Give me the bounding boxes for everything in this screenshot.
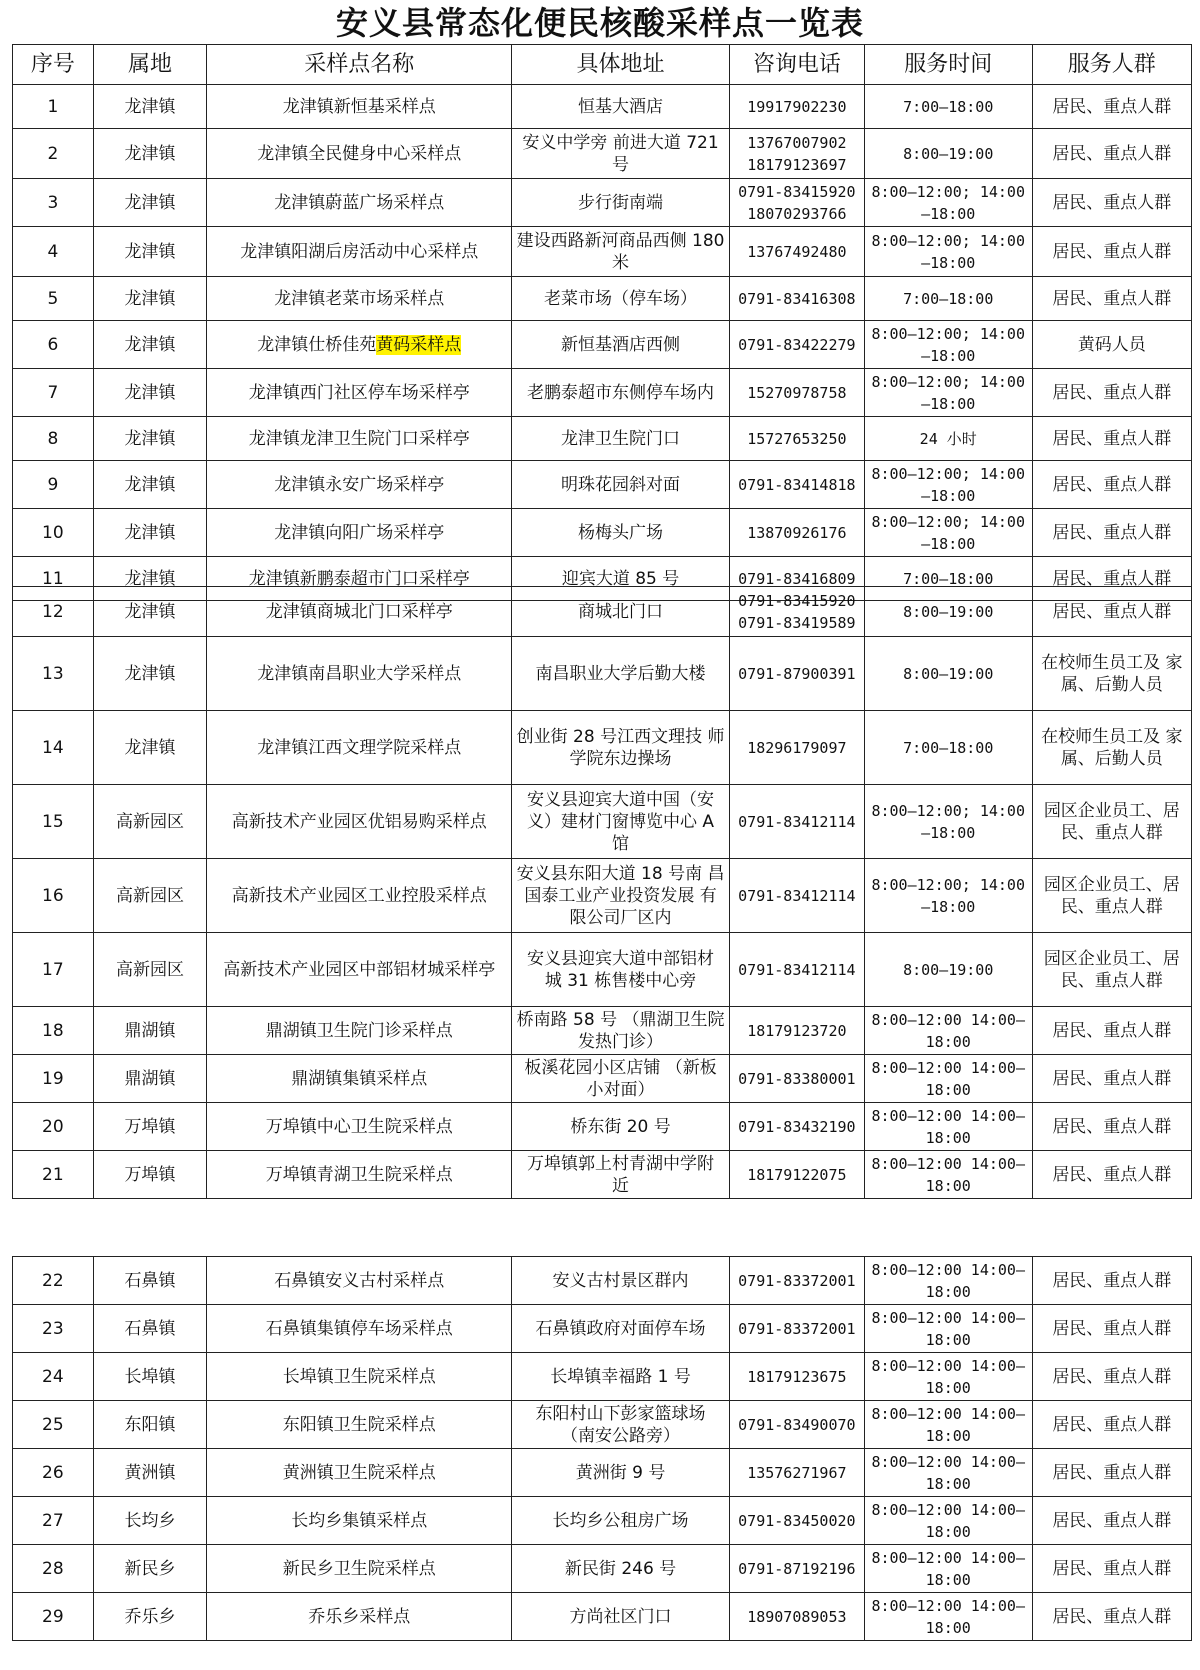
row-phone: 15727653250: [729, 417, 864, 461]
row-service-time: 8:00—12:00; 14:00—18:00: [864, 227, 1032, 277]
table-row: [13, 321, 1192, 369]
header-crowd: 服务人群: [1032, 45, 1191, 85]
row-address: 创业街 28 号江西文理技 师学院东边操场: [512, 711, 730, 785]
row-phone: 13576271967: [729, 1449, 864, 1497]
row-address: 长均乡公租房广场: [512, 1497, 730, 1545]
row-area: 龙津镇: [93, 179, 207, 227]
row-phone: 0791-83490070: [729, 1401, 864, 1449]
row-area: 高新园区: [93, 785, 207, 859]
row-address: 建设西路新河商品西侧 180米: [512, 227, 730, 277]
row-phone: 19917902230: [729, 85, 864, 129]
table-row: [13, 1007, 1192, 1055]
row-number: 2: [13, 129, 94, 179]
row-site-name: 龙津镇西门社区停车场采样亭: [207, 369, 512, 417]
row-service-crowd: 居民、重点人群: [1032, 417, 1191, 461]
row-service-time: 8:00—12:00 14:00—18:00: [864, 1103, 1032, 1151]
row-service-time: 8:00—12:00; 14:00—18:00: [864, 785, 1032, 859]
table-row: [13, 1401, 1192, 1449]
row-address: 老菜市场（停车场）: [512, 277, 730, 321]
row-phone: 0791-83432190: [729, 1103, 864, 1151]
highlighted-yellow-code-text: 黄码采样点: [376, 334, 462, 355]
row-address: 石鼻镇政府对面停车场: [512, 1305, 730, 1353]
row-phone: 18907089053: [729, 1593, 864, 1641]
row-service-time: 8:00—12:00; 14:00—18:00: [864, 369, 1032, 417]
row-service-crowd: 居民、重点人群: [1032, 509, 1191, 557]
row-site-name: 万埠镇青湖卫生院采样点: [207, 1151, 512, 1199]
row-area: 长埠镇: [93, 1353, 207, 1401]
row-area: 长均乡: [93, 1497, 207, 1545]
row-address: 黄洲街 9 号: [512, 1449, 730, 1497]
row-area: 龙津镇: [93, 321, 207, 369]
row-phone: 0791-83372001: [729, 1257, 864, 1305]
row-phone: 0791-83416809: [729, 557, 864, 601]
row-number: 9: [13, 461, 94, 509]
row-area: 万埠镇: [93, 1103, 207, 1151]
row-area: 龙津镇: [93, 557, 207, 601]
row-site-name: [207, 321, 512, 369]
row-area: 鼎湖镇: [93, 1055, 207, 1103]
row-number: 13: [13, 637, 94, 711]
table-row: [13, 1449, 1192, 1497]
row-area: 龙津镇: [93, 417, 207, 461]
row-number: 1: [13, 85, 94, 129]
table-row: [13, 711, 1192, 785]
row-service-time: 8:00—12:00 14:00—18:00: [864, 1305, 1032, 1353]
table-row: [13, 1151, 1192, 1199]
row-service-crowd: 园区企业员工、居 民、重点人群: [1032, 859, 1191, 933]
row-site-name: 龙津镇老菜市场采样点: [207, 277, 512, 321]
row-service-time: 8:00—12:00; 14:00—18:00: [864, 179, 1032, 227]
row-area: 乔乐乡: [93, 1593, 207, 1641]
row-phone: 18179122075: [729, 1151, 864, 1199]
row-address: 安义县东阳大道 18 号南 昌国泰工业产业投资发展 有限公司厂区内: [512, 859, 730, 933]
row-number: 24: [13, 1353, 94, 1401]
table-row: [13, 1103, 1192, 1151]
row-site-name: 新民乡卫生院采样点: [207, 1545, 512, 1593]
row-area: 万埠镇: [93, 1151, 207, 1199]
row-phone: 0791-87192196: [729, 1545, 864, 1593]
row-address: 南昌职业大学后勤大楼: [512, 637, 730, 711]
row-service-crowd: 居民、重点人群: [1032, 227, 1191, 277]
row-site-name: 长均乡集镇采样点: [207, 1497, 512, 1545]
row-site-name: 高新技术产业园区中部铝材城采样亭: [207, 933, 512, 1007]
row-service-crowd: 居民、重点人群: [1032, 461, 1191, 509]
row-site-name: 万埠镇中心卫生院采样点: [207, 1103, 512, 1151]
row-number: 26: [13, 1449, 94, 1497]
row-site-name: 龙津镇南昌职业大学采样点: [207, 637, 512, 711]
row-service-crowd: 居民、重点人群: [1032, 1449, 1191, 1497]
row-address: 步行街南端: [512, 179, 730, 227]
row-service-time: 8:00—12:00; 14:00—18:00: [864, 509, 1032, 557]
row-service-time: 8:00—19:00: [864, 637, 1032, 711]
header-row: [13, 45, 1192, 85]
row-area: 鼎湖镇: [93, 1007, 207, 1055]
row-service-crowd: 居民、重点人群: [1032, 1103, 1191, 1151]
row-service-time: 7:00—18:00: [864, 85, 1032, 129]
table-row: [13, 1305, 1192, 1353]
row-address: 桥东街 20 号: [512, 1103, 730, 1151]
row-service-crowd: 居民、重点人群: [1032, 1497, 1191, 1545]
row-phone: 0791-83450020: [729, 1497, 864, 1545]
row-service-time: 7:00—18:00: [864, 557, 1032, 601]
row-service-time: 8:00—12:00 14:00—18:00: [864, 1401, 1032, 1449]
row-number: 18: [13, 1007, 94, 1055]
table-row: [13, 1353, 1192, 1401]
row-number: 10: [13, 509, 94, 557]
row-site-name: 龙津镇向阳广场采样亭: [207, 509, 512, 557]
header-no: 序号: [13, 45, 94, 85]
row-address: 桥南路 58 号 （鼎湖卫生院发热门诊）: [512, 1007, 730, 1055]
table-row: [13, 1257, 1192, 1305]
row-site-name: 乔乐乡采样点: [207, 1593, 512, 1641]
row-area: 龙津镇: [93, 369, 207, 417]
row-number: 16: [13, 859, 94, 933]
row-site-name: 龙津镇新鹏泰超市门口采样亭: [207, 557, 512, 601]
row-phone: 15270978758: [729, 369, 864, 417]
row-number: 15: [13, 785, 94, 859]
row-address: 东阳村山下彭家篮球场 （南安公路旁）: [512, 1401, 730, 1449]
row-area: 高新园区: [93, 859, 207, 933]
table-row: [13, 129, 1192, 179]
table-row: [13, 933, 1192, 1007]
row-area: 龙津镇: [93, 129, 207, 179]
row-service-time: 7:00—18:00: [864, 711, 1032, 785]
table-row: [13, 1497, 1192, 1545]
row-phone: 0791-83415920 18070293766: [729, 179, 864, 227]
row-service-crowd: 园区企业员工、居 民、重点人群: [1032, 785, 1191, 859]
row-phone: 13767007902 18179123697: [729, 129, 864, 179]
row-service-crowd: 居民、重点人群: [1032, 1545, 1191, 1593]
row-number: 28: [13, 1545, 94, 1593]
row-site-name: 龙津镇龙津卫生院门口采样亭: [207, 417, 512, 461]
row-number: 14: [13, 711, 94, 785]
row-address: 杨梅头广场: [512, 509, 730, 557]
row-address: 安义中学旁 前进大道 721 号: [512, 129, 730, 179]
row-phone: 18296179097: [729, 711, 864, 785]
row-phone: 0791-83412114: [729, 859, 864, 933]
row-phone: 0791-83372001: [729, 1305, 864, 1353]
row-area: 高新园区: [93, 933, 207, 1007]
row-phone: 0791-83422279: [729, 321, 864, 369]
table-row: [13, 587, 1192, 637]
row-service-time: 8:00—12:00 14:00—18:00: [864, 1257, 1032, 1305]
row-service-crowd: 居民、重点人群: [1032, 1305, 1191, 1353]
row-area: 石鼻镇: [93, 1257, 207, 1305]
row-area: 龙津镇: [93, 509, 207, 557]
row-address: 万埠镇郭上村青湖中学附 近: [512, 1151, 730, 1199]
row-area: 东阳镇: [93, 1401, 207, 1449]
row-address: 新恒基酒店西侧: [512, 321, 730, 369]
row-site-name: 东阳镇卫生院采样点: [207, 1401, 512, 1449]
table-row: [13, 461, 1192, 509]
row-service-crowd: 在校师生员工及 家属、后勤人员: [1032, 711, 1191, 785]
row-service-time: 7:00—18:00: [864, 277, 1032, 321]
row-area: 龙津镇: [93, 277, 207, 321]
header-address: 具体地址: [512, 45, 730, 85]
row-phone: 13870926176: [729, 509, 864, 557]
row-number: 19: [13, 1055, 94, 1103]
header-area: 属地: [93, 45, 207, 85]
row-service-crowd: 居民、重点人群: [1032, 1593, 1191, 1641]
row-number: 22: [13, 1257, 94, 1305]
row-service-time: 8:00—12:00 14:00—18:00: [864, 1353, 1032, 1401]
row-service-time: 8:00—12:00 14:00—18:00: [864, 1151, 1032, 1199]
row-site-name: 龙津镇商城北门口采样亭: [207, 587, 512, 637]
table-row: [13, 1593, 1192, 1641]
row-service-crowd: 居民、重点人群: [1032, 85, 1191, 129]
row-number: 8: [13, 417, 94, 461]
row-address: 长埠镇幸福路 1 号: [512, 1353, 730, 1401]
row-number: 3: [13, 179, 94, 227]
table-row: [13, 369, 1192, 417]
row-area: 龙津镇: [93, 711, 207, 785]
sampling-table-part-3: [12, 1256, 1192, 1641]
row-address: 恒基大酒店: [512, 85, 730, 129]
row-site-name: 龙津镇永安广场采样亭: [207, 461, 512, 509]
row-service-time: 8:00—12:00 14:00—18:00: [864, 1007, 1032, 1055]
row-service-crowd: 居民、重点人群: [1032, 369, 1191, 417]
row-service-crowd: 居民、重点人群: [1032, 129, 1191, 179]
row-service-time: 8:00—12:00; 14:00—18:00: [864, 461, 1032, 509]
row-number: 20: [13, 1103, 94, 1151]
row-service-time: 8:00—19:00: [864, 129, 1032, 179]
table-row: [13, 179, 1192, 227]
row-service-crowd: 居民、重点人群: [1032, 179, 1191, 227]
row-site-name: 龙津镇蔚蓝广场采样点: [207, 179, 512, 227]
row-service-crowd: 居民、重点人群: [1032, 1353, 1191, 1401]
row-address: 方尚社区门口: [512, 1593, 730, 1641]
row-phone: 0791-83415920 0791-83419589: [729, 587, 864, 637]
row-service-crowd: 园区企业员工、居 民、重点人群: [1032, 933, 1191, 1007]
row-address: 商城北门口: [512, 587, 730, 637]
row-service-crowd: 居民、重点人群: [1032, 1055, 1191, 1103]
row-number: 17: [13, 933, 94, 1007]
row-phone: 0791-83414818: [729, 461, 864, 509]
row-area: 龙津镇: [93, 227, 207, 277]
sampling-table-part-2: [12, 586, 1192, 1199]
header-name: 采样点名称: [207, 45, 512, 85]
row-number: 12: [13, 587, 94, 637]
row-address: 明珠花园斜对面: [512, 461, 730, 509]
row-area: 黄洲镇: [93, 1449, 207, 1497]
row-area: 石鼻镇: [93, 1305, 207, 1353]
row-phone: 18179123720: [729, 1007, 864, 1055]
row-phone: 0791-87900391: [729, 637, 864, 711]
table-row: [13, 417, 1192, 461]
table-row: [13, 85, 1192, 129]
row-site-name: 龙津镇阳湖后房活动中心采样点: [207, 227, 512, 277]
table-row: [13, 1055, 1192, 1103]
table-row: [13, 509, 1192, 557]
table-row: [13, 859, 1192, 933]
sampling-table-part-1: [12, 44, 1192, 601]
header-phone: 咨询电话: [729, 45, 864, 85]
row-site-name: 高新技术产业园区工业控股采样点: [207, 859, 512, 933]
row-area: 龙津镇: [93, 85, 207, 129]
row-service-crowd: 居民、重点人群: [1032, 1151, 1191, 1199]
row-address: 新民街 246 号: [512, 1545, 730, 1593]
row-site-name: 龙津镇江西文理学院采样点: [207, 711, 512, 785]
row-service-time: 8:00—19:00: [864, 933, 1032, 1007]
row-service-time: 8:00—12:00 14:00—18:00: [864, 1055, 1032, 1103]
row-phone: 0791-83412114: [729, 785, 864, 859]
row-service-time: 8:00—12:00 14:00—18:00: [864, 1593, 1032, 1641]
row-service-time: 8:00—12:00; 14:00—18:00: [864, 859, 1032, 933]
row-address: 龙津卫生院门口: [512, 417, 730, 461]
row-number: 21: [13, 1151, 94, 1199]
row-service-crowd: 在校师生员工及 家属、后勤人员: [1032, 637, 1191, 711]
row-service-crowd: 黄码人员: [1032, 321, 1191, 369]
table-row: [13, 785, 1192, 859]
row-service-time: 8:00—19:00: [864, 587, 1032, 637]
row-address: 迎宾大道 85 号: [512, 557, 730, 601]
row-site-name: 黄洲镇卫生院采样点: [207, 1449, 512, 1497]
row-site-name: 长埠镇卫生院采样点: [207, 1353, 512, 1401]
row-area: 新民乡: [93, 1545, 207, 1593]
row-service-time: 8:00—12:00 14:00—18:00: [864, 1497, 1032, 1545]
row-number: 29: [13, 1593, 94, 1641]
row-number: 27: [13, 1497, 94, 1545]
table-row: [13, 1545, 1192, 1593]
row-number: 6: [13, 321, 94, 369]
row-address: 安义县迎宾大道中部铝材 城 31 栋售楼中心旁: [512, 933, 730, 1007]
row-service-time: 8:00—12:00 14:00—18:00: [864, 1449, 1032, 1497]
table-row: [13, 227, 1192, 277]
row-address: 安义古村景区群内: [512, 1257, 730, 1305]
row-area: 龙津镇: [93, 461, 207, 509]
row-site-name: 石鼻镇集镇停车场采样点: [207, 1305, 512, 1353]
row-number: 25: [13, 1401, 94, 1449]
row-service-crowd: 居民、重点人群: [1032, 1401, 1191, 1449]
row-service-crowd: 居民、重点人群: [1032, 277, 1191, 321]
row-service-crowd: 居民、重点人群: [1032, 587, 1191, 637]
row-number: 23: [13, 1305, 94, 1353]
row-number: 4: [13, 227, 94, 277]
row-service-time: 8:00—12:00 14:00—18:00: [864, 1545, 1032, 1593]
table-row: [13, 637, 1192, 711]
header-time: 服务时间: [864, 45, 1032, 85]
row-service-time: 8:00—12:00; 14:00—18:00: [864, 321, 1032, 369]
row-area: 龙津镇: [93, 587, 207, 637]
row-address: 板溪花园小区店铺 （新板小对面）: [512, 1055, 730, 1103]
row-site-name: 鼎湖镇卫生院门诊采样点: [207, 1007, 512, 1055]
row-site-name: 石鼻镇安义古村采样点: [207, 1257, 512, 1305]
table-row: [13, 277, 1192, 321]
row-phone: 0791-83412114: [729, 933, 864, 1007]
site-name-text: 龙津镇仕桥佳苑: [257, 334, 377, 355]
row-service-crowd: 居民、重点人群: [1032, 1007, 1191, 1055]
row-number: 11: [13, 557, 94, 601]
row-phone: 13767492480: [729, 227, 864, 277]
row-number: 7: [13, 369, 94, 417]
row-site-name: 龙津镇全民健身中心采样点: [207, 129, 512, 179]
document-title: 安义县常态化便民核酸采样点一览表: [335, 4, 864, 42]
row-site-name: 鼎湖镇集镇采样点: [207, 1055, 512, 1103]
row-area: 龙津镇: [93, 637, 207, 711]
row-phone: 0791-83380001: [729, 1055, 864, 1103]
row-site-name: 高新技术产业园区优铝易购采样点: [207, 785, 512, 859]
row-service-time: 24 小时: [864, 417, 1032, 461]
row-number: 5: [13, 277, 94, 321]
row-address: 老鹏泰超市东侧停车场内: [512, 369, 730, 417]
row-address: 安义县迎宾大道中国（安 义）建材门窗博览中心 A 馆: [512, 785, 730, 859]
row-service-crowd: 居民、重点人群: [1032, 1257, 1191, 1305]
row-phone: 18179123675: [729, 1353, 864, 1401]
row-phone: 0791-83416308: [729, 277, 864, 321]
row-service-crowd: 居民、重点人群: [1032, 557, 1191, 601]
row-site-name: 龙津镇新恒基采样点: [207, 85, 512, 129]
